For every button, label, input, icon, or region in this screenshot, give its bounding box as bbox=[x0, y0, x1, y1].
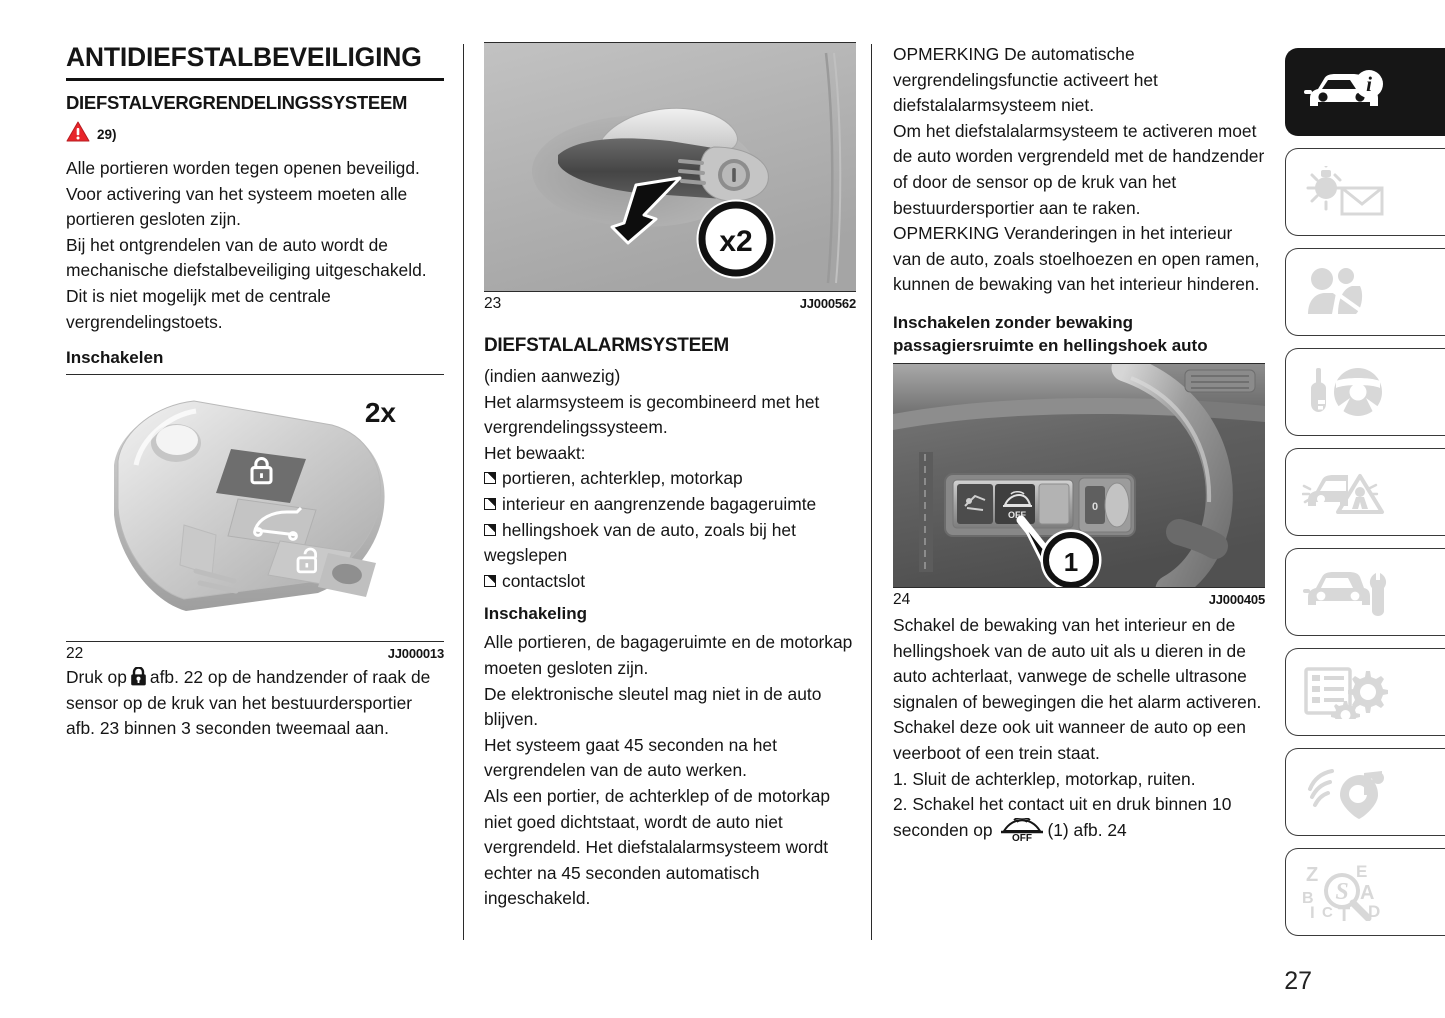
dashboard-switch-panel-illustration bbox=[893, 363, 1265, 588]
svg-text:D: D bbox=[1368, 902, 1381, 921]
sidebar-item-emergency[interactable] bbox=[1285, 448, 1445, 536]
paragraph: De elektronische sleutel mag niet in de auto blijven. bbox=[484, 683, 822, 730]
figure-code: JJ000562 bbox=[799, 296, 856, 311]
svg-text:A: A bbox=[1360, 882, 1375, 904]
lock-icon bbox=[130, 667, 147, 686]
callout-number: 1 bbox=[1063, 546, 1079, 577]
figure-code: JJ000405 bbox=[1208, 591, 1265, 607]
square-bullet-icon bbox=[484, 575, 496, 587]
svg-text:I: I bbox=[1310, 903, 1315, 921]
svg-text:S: S bbox=[1335, 879, 1349, 905]
subsection-heading-no-monitoring: Inschakelen zonder bewaking passagiersruimte en hellingshoek auto bbox=[893, 312, 1208, 355]
svg-text:T: T bbox=[1338, 904, 1351, 921]
sidebar-item-specifications[interactable] bbox=[1285, 648, 1445, 736]
caption-text-before: Druk op bbox=[66, 667, 127, 688]
list-item-label: contactslot bbox=[502, 570, 586, 591]
list-item-label: interieur en aangrenzende bagageruimte bbox=[502, 493, 817, 514]
square-bullet-icon bbox=[484, 498, 496, 510]
paragraph: OPMERKING De automatische vergrendelingsfunctie activeert het diefstalalarmsysteem niet. bbox=[893, 44, 1158, 116]
paragraph: (indien aanwezig) bbox=[484, 366, 621, 386]
column-right bbox=[893, 42, 1265, 843]
interior-monitoring-off-icon bbox=[1000, 818, 1044, 841]
paragraph: Schakel deze ook uit wanneer de auto op een veerboot of een trein staat. bbox=[893, 717, 1246, 763]
list-item bbox=[484, 569, 856, 595]
car-info-icon bbox=[1302, 68, 1388, 116]
sidebar-item-key-steering[interactable] bbox=[1285, 348, 1445, 436]
step-2 bbox=[893, 792, 1265, 843]
section-heading-alarm: DIEFSTALALARMSYSTEEM bbox=[484, 335, 729, 356]
subsection-heading-activate: Inschakelen bbox=[66, 348, 164, 368]
touch-twice-badge: x2 bbox=[719, 225, 753, 258]
figure-23 bbox=[484, 42, 856, 313]
key-steering-wheel-icon bbox=[1302, 366, 1388, 418]
caption-text-after: afb. 22 op de handzender of raak de sensor op de kruk van het bestuurdersportier afb. 23 binnen 3 seconden tweemaal aan. bbox=[66, 667, 431, 739]
svg-text:C: C bbox=[1322, 904, 1333, 921]
list-item-label: hellingshoek van de auto, zoals bij het wegslepen bbox=[484, 519, 796, 566]
section-tabs bbox=[1285, 48, 1445, 948]
figure-number: 24 bbox=[893, 590, 911, 608]
sidebar-item-warning-lights[interactable] bbox=[1285, 148, 1445, 236]
column-left bbox=[66, 42, 444, 742]
paragraph: Bij het ontgrendelen van de auto wordt de mechanische diefstalbeveiliging uitgeschakeld. bbox=[66, 234, 427, 281]
paragraph: Het systeem gaat 45 seconden na het vergrendelen van de auto werken. bbox=[484, 734, 777, 781]
figure-22 bbox=[66, 374, 444, 663]
figure-22-description bbox=[66, 665, 444, 742]
list-item bbox=[484, 466, 856, 492]
list-item-label: portieren, achterklep, motorkap bbox=[502, 468, 743, 489]
list-item bbox=[484, 518, 856, 569]
warning-reference bbox=[66, 121, 444, 147]
square-bullet-icon bbox=[484, 472, 496, 484]
figure-23-caption bbox=[484, 292, 856, 313]
square-bullet-icon bbox=[484, 524, 496, 536]
section-heading-theft-lock: DIEFSTALVERGRENDELINGSSYSTEEM bbox=[66, 92, 408, 113]
alphabetical-index-icon bbox=[1302, 863, 1402, 921]
car-maintenance-icon bbox=[1302, 567, 1388, 617]
svg-text:Z: Z bbox=[1306, 864, 1319, 886]
technical-specifications-icon bbox=[1302, 665, 1388, 719]
step-text-after: (1) afb. 24 bbox=[1047, 819, 1127, 840]
figure-number: 22 bbox=[66, 645, 84, 663]
svg-text:0: 0 bbox=[1091, 500, 1099, 513]
svg-text:i: i bbox=[1366, 72, 1372, 96]
warning-note-number: 29) bbox=[97, 126, 117, 142]
step-text-before: 2. Schakel het contact uit en druk binnen 10 seconden op bbox=[893, 794, 1232, 840]
svg-text:OFF: OFF bbox=[1012, 832, 1033, 841]
sidebar-item-index[interactable] bbox=[1285, 848, 1445, 936]
occupant-safety-icon bbox=[1302, 264, 1388, 320]
paragraph: 1. Sluit de achterklep, motorkap, ruiten. bbox=[893, 768, 1196, 789]
page-number: 27 bbox=[1284, 967, 1312, 995]
paragraph: Schakel de bewaking van het interieur en de hellingshoek van de auto uit als u dieren in de auto achterlaat, vanwege de schelle ultrasone signalen of bewegingen die het alarm activeren. bbox=[893, 614, 1262, 712]
key-fob-illustration bbox=[66, 374, 444, 642]
multimedia-icon bbox=[1302, 765, 1388, 819]
paragraph: Als een portier, de achterklep of de motorkap niet goed dichtstaat, wordt de auto niet vergrendeld. Het diefstalalarmsysteem wordt echter na 45 seconden automatisch ingeschakeld. bbox=[484, 785, 831, 909]
sidebar-item-car-info[interactable] bbox=[1285, 48, 1445, 136]
paragraph: Alle portieren, de bagageruimte en de motorkap moeten gesloten zijn. bbox=[484, 632, 853, 678]
dashboard-warning-lights-icon bbox=[1302, 166, 1388, 218]
column-middle bbox=[484, 42, 856, 912]
paragraph: Dit is niet mogelijk met de centrale vergrendelingstoets. bbox=[66, 285, 331, 332]
paragraph: Het bewaakt: bbox=[484, 442, 586, 463]
press-twice-badge: 2x bbox=[364, 397, 396, 429]
door-handle-illustration bbox=[484, 42, 856, 292]
paragraph: OPMERKING Veranderingen in het interieur van de auto, zoals stoelhoezen en open ramen, kunnen de bewaking van het interieur hinderen. bbox=[893, 223, 1260, 295]
figure-22-caption bbox=[66, 642, 444, 663]
column-divider-2 bbox=[871, 44, 872, 940]
sidebar-item-occupant-safety[interactable] bbox=[1285, 248, 1445, 336]
figure-24-caption bbox=[893, 588, 1265, 609]
figure-24 bbox=[893, 363, 1265, 609]
column-divider-1 bbox=[463, 44, 464, 940]
subsection-heading-activation: Inschakeling bbox=[484, 604, 587, 624]
paragraph: Het alarmsysteem is gecombineerd met het vergrendelingssysteem. bbox=[484, 391, 820, 438]
svg-text:E: E bbox=[1356, 863, 1368, 881]
list-item bbox=[484, 492, 856, 518]
paragraph: Alle portieren worden tegen openen beveiligd. Voor activering van het systeem moeten alle portieren gesloten zijn. bbox=[66, 158, 420, 230]
emergency-icon bbox=[1302, 466, 1388, 518]
page-title: ANTIDIEFSTALBEVEILIGING bbox=[66, 42, 444, 81]
paragraph: Om het diefstalalarmsysteem te activeren moet de auto worden vergrendeld met de handzender of door de sensor op de kruk van het bestuurdersportier aan te raken. bbox=[893, 120, 1265, 218]
sidebar-item-multimedia[interactable] bbox=[1285, 748, 1445, 836]
svg-text:B: B bbox=[1302, 890, 1314, 907]
warning-triangle-icon bbox=[66, 121, 90, 147]
sidebar-item-maintenance[interactable] bbox=[1285, 548, 1445, 636]
svg-text:OFF: OFF bbox=[1008, 509, 1026, 520]
figure-code: JJ000013 bbox=[387, 646, 444, 662]
figure-number: 23 bbox=[484, 295, 502, 312]
